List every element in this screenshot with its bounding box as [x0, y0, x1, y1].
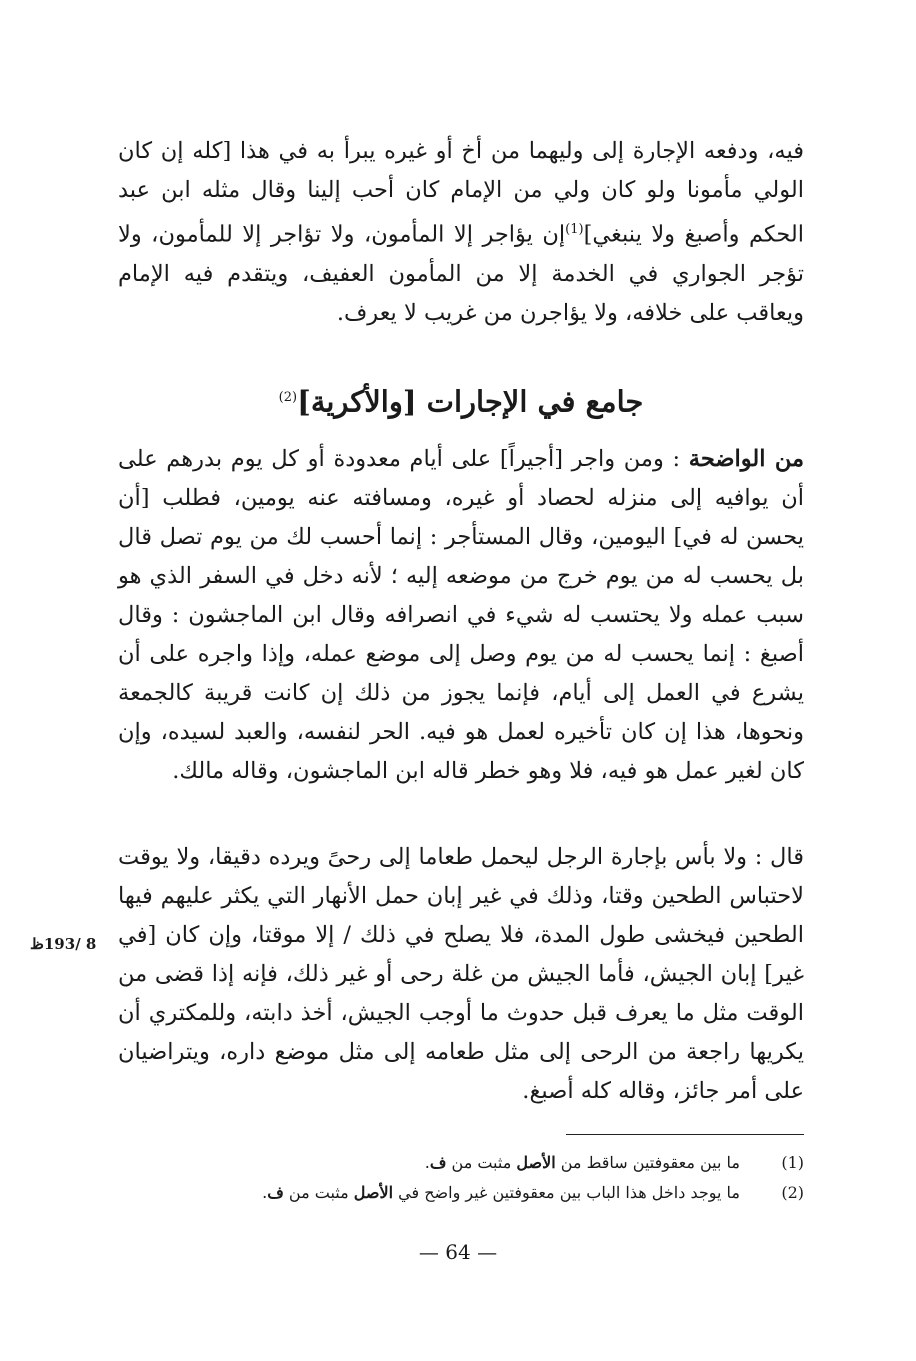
paragraph-3-text: قال : ولا بأس بإجارة الرجل ليحمل طعاما إلى رحىً ويرده دقيقا، ولا يوقت لاحتباس الطحين وقتا، وذلك في غير إبان حمل الأنهار التي يكثر عليهم فيها الطحين فيخشى طول المدة، فلا يصلح في ذلك / إلا موقتا، وإن كان [في غير] إبان الجيش، فأما الجيش من غلة رحى أو غير ذلك، فإنه إذا قضى من الوقت مثل ما يعرف قبل حدوث ما أوجب الجيش، أخذ دابته، وللمكتري أن يكريها راجعة من الرحى إلى مثل طعامه إلى مثل موضع داره، ويتراضيان على أمر جائز، وقاله كله أصبغ. [118, 844, 804, 1104]
footnote-number: (2) [781, 1183, 804, 1202]
paragraph-1-text: فيه، ودفعه الإجارة إلى وليهما من أخ أو غيره يبرأ به في هذا [كله إن كان الولي مأمونا ولو كان ولي من الإمام كان أحب إلينا وقال مثله ابن عبد الحكم وأصبغ ولا ينبغي] [118, 138, 804, 248]
footnotes [118, 1148, 804, 1208]
footnote-ref-1[interactable]: (1) [565, 222, 584, 237]
footnote-source-bold: ف [267, 1183, 284, 1202]
footnote-source-bold: الأصل [516, 1153, 556, 1172]
page-number: — 64 — [418, 1240, 498, 1264]
footnote-ref-2[interactable]: (2) [278, 390, 298, 405]
footnote-divider [566, 1134, 804, 1135]
paragraph-3 [118, 838, 804, 1111]
footnote-text-part: مثبت من [446, 1153, 517, 1172]
section-heading-text: جامع في الإجارات [والأكرية] [297, 384, 644, 419]
footnote-text-part: ما يوجد داخل هذا الباب بين معقوفتين غير واضح في [393, 1183, 740, 1202]
paragraph-2 [118, 440, 804, 791]
footnote-text-part: . [424, 1153, 430, 1172]
footnote-text-part: . [262, 1183, 268, 1202]
footnote-2 [118, 1178, 804, 1208]
paragraph-2-text: : ومن واجر [أجيراً] على أيام معدودة أو كل يوم بدرهم على أن يوافيه إلى منزله لحصاد أو غيره، ومسافته عنه يومين، فطلب [أن يحسن له في] اليومين، وقال المستأجر : إنما أحسب لك من يوم تصل قال بل يحسب له من يوم خرج من موضعه إليه ؛ لأنه دخل في السفر الذي هو سبب عمله ولا يحتسب له شيء في انصرافه وقال ابن الماجشون : وقال أصبغ : إنما يحسب له من يوم وصل إلى موضع عمله، وإذا واجره على أن يشرع في العمل إلى أيام، فإنما يجوز من ذلك إن كانت قريبة كالجمعة ونحوها، هذا إن كان تأخيره لعمل هو فيه. الحر لنفسه، والعبد لسيده، وإن كان لغير عمل هو فيه، فلا وهو خطر قاله ابن الماجشون، وقاله مالك. [118, 446, 804, 784]
footnote-source-bold: ف [429, 1153, 447, 1172]
footnote-text [118, 1178, 740, 1208]
manuscript-folio-note: 8 /193ظ [30, 935, 97, 953]
paragraph-1 [118, 132, 804, 333]
footnote-source-bold: الأصل [353, 1183, 394, 1202]
footnote-number: (1) [781, 1153, 804, 1172]
footnote-text-part: مثبت من [283, 1183, 354, 1202]
footnote-text-part: ما بين معقوفتين ساقط من [555, 1153, 740, 1172]
source-name: من الواضحة [688, 446, 805, 472]
paragraph-1-rest: إن يؤاجر إلا المأمون، ولا تؤاجر إلا للمأمون، ولا تؤجر الجواري في الخدمة إلا من المأمون العفيف، ويتقدم فيه الإمام ويعاقب على خلافه، ولا يؤاجرن من غريب لا يعرف. [118, 221, 804, 326]
footnote-1 [118, 1148, 804, 1178]
footnote-text [118, 1148, 740, 1178]
section-heading [118, 378, 804, 422]
